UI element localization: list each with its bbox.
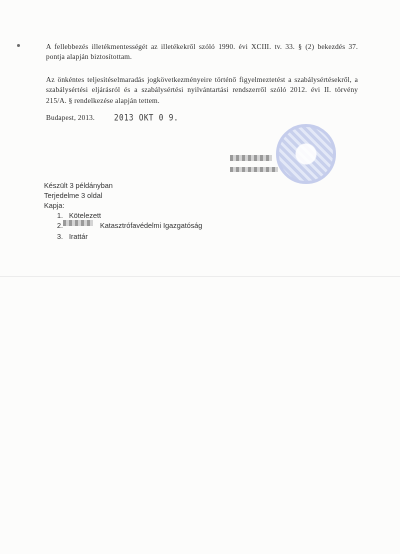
recipient-text: Irattár — [69, 232, 88, 241]
copies-line: Készült 3 példányban — [44, 181, 113, 190]
warning-paragraph: Az önkéntes teljesítéselmaradás jogkövetkezményeire történő figyelmeztetést a szabálysértésekről, a szabálysértési eljárásról és a szabálysértési nyilvántartási rendszerről szóló 2012. évi II. törvény 215/A. § rendelkezése alapján tettem. — [46, 76, 358, 105]
redacted-signature-name — [230, 155, 272, 161]
date-stamp: 2013 OKT 0 9. — [114, 112, 179, 123]
fee-exemption-paragraph: A fellebbezés illetékmentességét az illetékekről szóló 1990. évi XCIII. tv. 33. § (2) bekezdés 37. pontja alapján biztosítottam. — [46, 43, 358, 62]
scan-speck — [17, 44, 20, 47]
page-fold-line — [0, 276, 400, 277]
recipient-text: Katasztrófavédelmi Igazgatóság — [100, 221, 203, 230]
recipient-number: 2. — [57, 221, 63, 230]
redacted-recipient-name — [63, 220, 93, 226]
place-date: Budapest, 2013. — [46, 114, 95, 122]
redacted-signature-title — [230, 167, 278, 172]
recipient-item — [57, 211, 101, 220]
official-seal-icon — [276, 124, 336, 184]
recipient-number: 3. — [57, 232, 63, 241]
pages-line: Terjedelme 3 oldal — [44, 191, 103, 200]
recipients-label: Kapja: — [44, 201, 65, 210]
recipient-item — [57, 232, 88, 241]
recipient-text: Kötelezett — [69, 211, 101, 220]
recipient-number: 1. — [57, 211, 63, 220]
